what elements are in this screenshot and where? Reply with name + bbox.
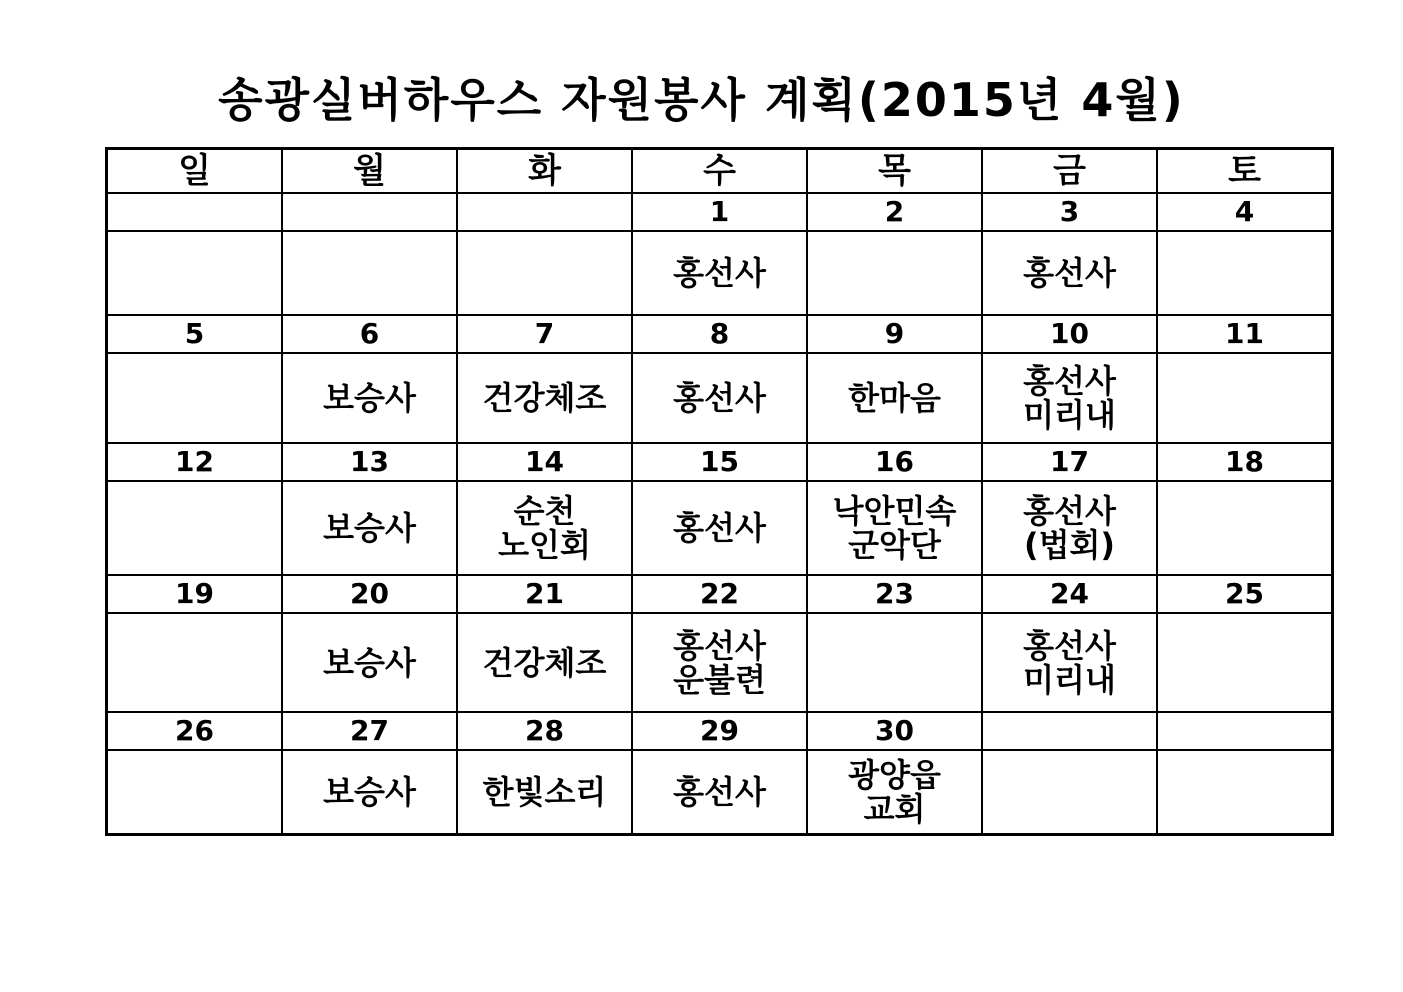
activity-label: 낙안민속 [832, 492, 957, 530]
activity-cell [457, 613, 632, 712]
date-cell: 3 [982, 193, 1157, 231]
activity-row [107, 481, 1333, 575]
activity-label: (법회) [1023, 526, 1116, 564]
date-row [107, 315, 1333, 353]
activity-cell [982, 231, 1157, 315]
date-cell: 6 [282, 315, 457, 353]
date-cell: 2 [807, 193, 982, 231]
activity-cell [1157, 750, 1333, 835]
activity-label: 보승사 [323, 643, 416, 682]
date-cell: 15 [632, 443, 807, 481]
activity-label: 미리내 [1023, 396, 1116, 434]
weekday-header-sat: 토 [1157, 149, 1333, 194]
date-cell: 10 [982, 315, 1157, 353]
activity-label: 미리내 [1023, 660, 1116, 699]
date-cell: 8 [632, 315, 807, 353]
activity-row [107, 750, 1333, 835]
activity-cell [107, 750, 283, 835]
activity-cell [807, 750, 982, 835]
weekday-header-fri: 금 [982, 149, 1157, 194]
activity-cell [457, 231, 632, 315]
activity-cell [107, 231, 283, 315]
activity-label: 홍선사 [1023, 254, 1116, 292]
date-cell: 1 [632, 193, 807, 231]
activity-cell [1157, 353, 1333, 443]
activity-label: 보승사 [323, 509, 416, 547]
activity-cell [807, 353, 982, 443]
activity-cell [1157, 481, 1333, 575]
date-cell: 11 [1157, 315, 1333, 353]
activity-cell [107, 353, 283, 443]
activity-cell [457, 750, 632, 835]
date-cell [457, 193, 632, 231]
weekday-header-thu: 목 [807, 149, 982, 194]
date-cell: 16 [807, 443, 982, 481]
activity-label: 노인회 [498, 526, 591, 564]
weekday-header-wed: 수 [632, 149, 807, 194]
date-cell: 20 [282, 575, 457, 613]
date-cell: 13 [282, 443, 457, 481]
activity-cell [107, 613, 283, 712]
activity-cell [982, 353, 1157, 443]
activity-label: 홍선사 [1023, 492, 1116, 530]
activity-cell [982, 481, 1157, 575]
activity-cell [807, 613, 982, 712]
date-cell: 25 [1157, 575, 1333, 613]
activity-cell [632, 613, 807, 712]
activity-cell [457, 353, 632, 443]
activity-label: 운불련 [673, 660, 766, 699]
date-row [107, 193, 1333, 231]
activity-label: 홍선사 [673, 379, 766, 417]
activity-label: 홍선사 [673, 773, 766, 811]
date-cell: 24 [982, 575, 1157, 613]
date-cell: 28 [457, 712, 632, 750]
activity-cell [982, 613, 1157, 712]
activity-label: 홍선사 [1023, 626, 1116, 665]
activity-label: 보승사 [323, 773, 416, 811]
activity-cell [282, 353, 457, 443]
activity-cell [632, 481, 807, 575]
activity-cell [807, 231, 982, 315]
date-cell: 29 [632, 712, 807, 750]
activity-cell [1157, 231, 1333, 315]
activity-label: 교회 [863, 790, 926, 828]
activity-cell [282, 613, 457, 712]
activity-label: 건강체조 [482, 379, 607, 417]
activity-cell [282, 750, 457, 835]
activity-row [107, 613, 1333, 712]
date-cell: 7 [457, 315, 632, 353]
date-cell: 14 [457, 443, 632, 481]
date-cell: 4 [1157, 193, 1333, 231]
date-cell [282, 193, 457, 231]
activity-cell [457, 481, 632, 575]
activity-label: 홍선사 [673, 509, 766, 547]
page-title: 송광실버하우스 자원봉사 계획(2015년 4월) [218, 73, 1185, 127]
date-cell: 19 [107, 575, 283, 613]
date-cell [982, 712, 1157, 750]
calendar-body [107, 193, 1333, 835]
activity-cell [632, 353, 807, 443]
activity-label: 순천 [513, 492, 576, 530]
date-cell: 21 [457, 575, 632, 613]
activity-label: 한빛소리 [482, 773, 607, 811]
date-cell: 12 [107, 443, 283, 481]
activity-cell [982, 750, 1157, 835]
date-cell: 9 [807, 315, 982, 353]
date-cell: 30 [807, 712, 982, 750]
activity-cell [282, 481, 457, 575]
weekday-header-row [107, 149, 1333, 194]
volunteer-calendar [105, 147, 1334, 836]
weekday-header-sun: 일 [107, 149, 283, 194]
activity-label: 보승사 [323, 379, 416, 417]
activity-label: 한마음 [848, 379, 941, 417]
activity-label: 광양읍 [848, 756, 941, 794]
date-cell: 23 [807, 575, 982, 613]
weekday-header-tue: 화 [457, 149, 632, 194]
activity-cell [807, 481, 982, 575]
activity-label: 군악단 [848, 526, 941, 564]
date-row [107, 712, 1333, 750]
date-cell: 5 [107, 315, 283, 353]
activity-cell [1157, 613, 1333, 712]
date-row [107, 575, 1333, 613]
date-cell: 27 [282, 712, 457, 750]
activity-label: 홍선사 [673, 254, 766, 292]
activity-row [107, 353, 1333, 443]
date-row [107, 443, 1333, 481]
weekday-header-mon: 월 [282, 149, 457, 194]
date-cell: 17 [982, 443, 1157, 481]
date-cell: 18 [1157, 443, 1333, 481]
activity-cell [282, 231, 457, 315]
activity-row [107, 231, 1333, 315]
date-cell [107, 193, 283, 231]
date-cell: 22 [632, 575, 807, 613]
activity-cell [107, 481, 283, 575]
activity-cell [632, 750, 807, 835]
activity-label: 건강체조 [482, 643, 607, 682]
activity-label: 홍선사 [673, 626, 766, 665]
date-cell [1157, 712, 1333, 750]
activity-label: 홍선사 [1023, 362, 1116, 400]
date-cell: 26 [107, 712, 283, 750]
activity-cell [632, 231, 807, 315]
